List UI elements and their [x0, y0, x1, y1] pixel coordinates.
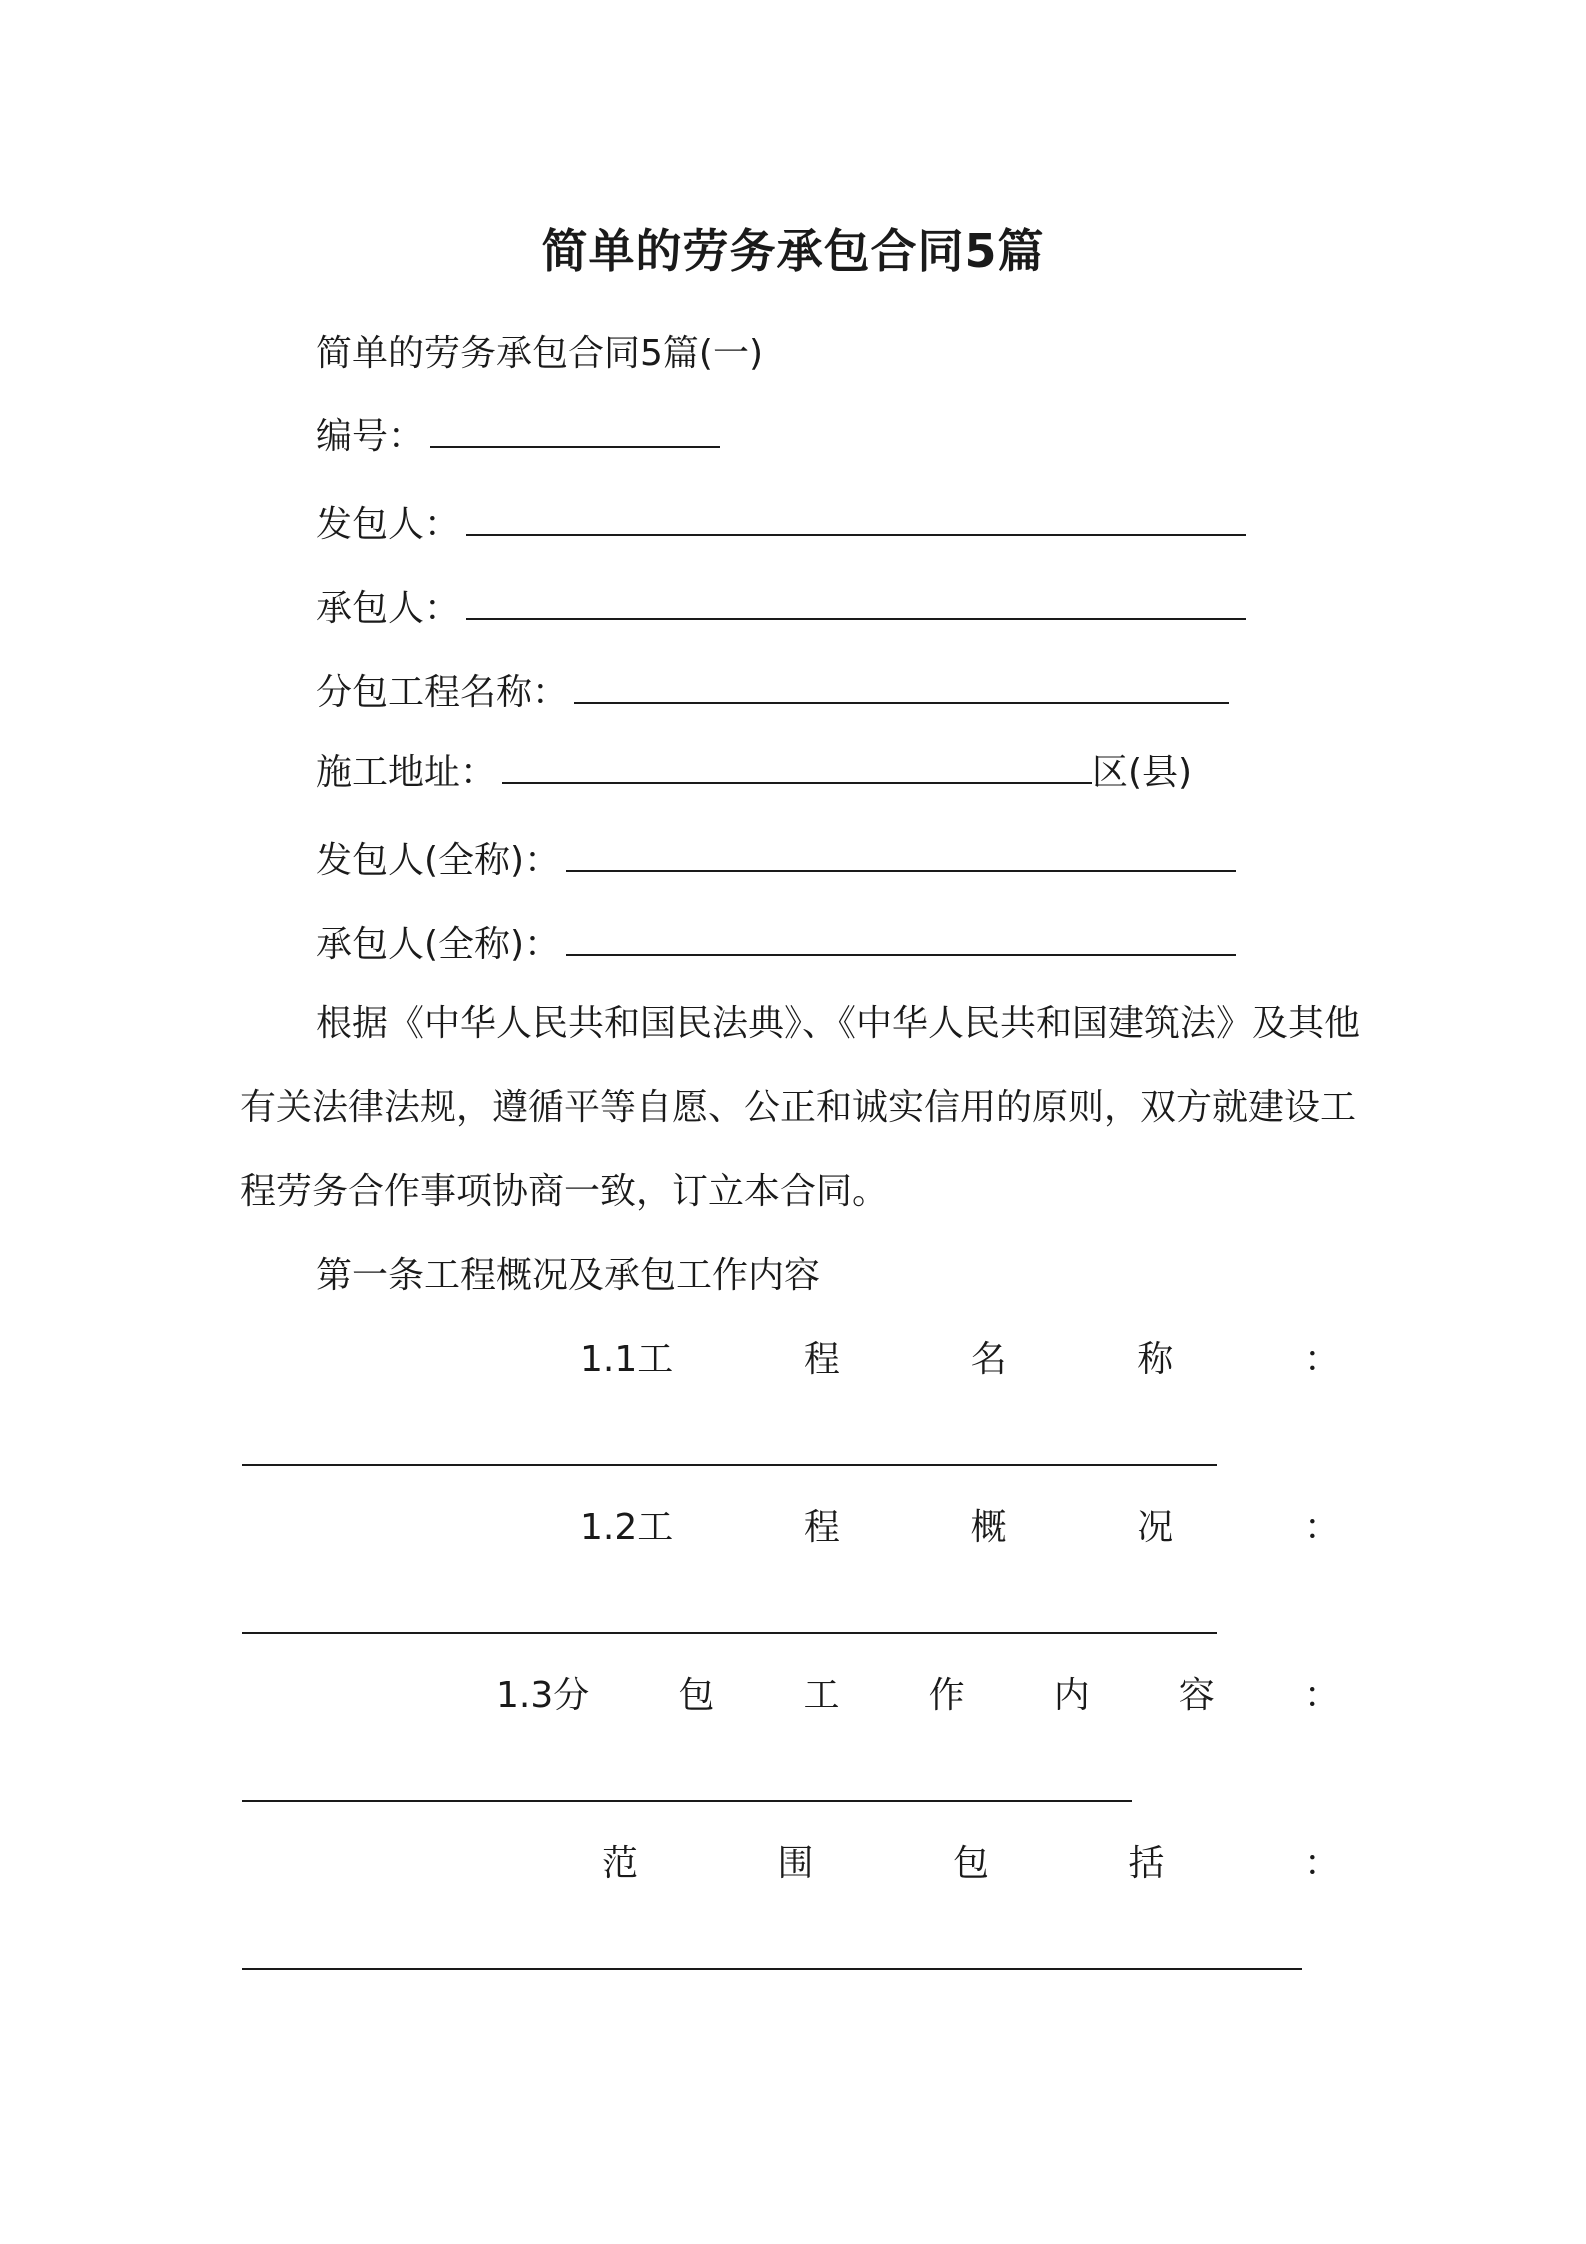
number-label: 编号： — [316, 416, 425, 457]
employer-label: 发包人： — [316, 504, 461, 545]
item-1-2-part: ： — [1303, 1507, 1340, 1548]
item-1-2-part: 概 — [970, 1507, 1007, 1548]
number-field — [316, 412, 720, 461]
address-field — [316, 748, 1192, 797]
project-name-blank — [574, 668, 1229, 704]
contractor-full-blank — [566, 920, 1236, 956]
preamble-paragraph: 根据《中华人民共和国民法典》、《中华人民共和国建筑法》及其他有关法律法规，遵循平等自愿、公正和诚实信用的原则，双方就建设工程劳务合作事项协商一致，订立本合同。 — [240, 1003, 1361, 1212]
item-1-3-part: 作 — [928, 1675, 965, 1716]
contractor-full-field — [316, 920, 1236, 969]
number-blank — [430, 412, 720, 448]
item-1-1-part: 名 — [970, 1339, 1007, 1380]
item-1-2-part: 程 — [803, 1507, 840, 1548]
document-subtitle: 简单的劳务承包合同5篇(一) — [316, 333, 763, 374]
employer-full-label: 发包人(全称)： — [316, 840, 561, 881]
scope-part: 括 — [1128, 1843, 1165, 1884]
item-1-3-part: 包 — [678, 1675, 715, 1716]
contractor-label: 承包人： — [316, 588, 461, 629]
employer-field — [316, 500, 1246, 549]
contractor-blank — [466, 584, 1246, 620]
contractor-field — [316, 584, 1246, 633]
project-name-field — [316, 668, 1229, 717]
address-blank — [502, 748, 1092, 784]
scope-blank — [242, 1968, 1302, 1970]
address-label: 施工地址： — [316, 752, 497, 793]
item-1-3-part: ： — [1303, 1675, 1340, 1716]
item-1-2-part: 况 — [1137, 1507, 1174, 1548]
item-1-1-blank — [242, 1464, 1217, 1466]
contractor-full-label: 承包人(全称)： — [316, 924, 561, 965]
scope-part: ： — [1303, 1843, 1340, 1884]
item-1-1-part: 程 — [803, 1339, 840, 1380]
item-1-1-part: ： — [1303, 1339, 1340, 1380]
project-name-label: 分包工程名称： — [316, 672, 569, 713]
item-1-2-part: 1.2工 — [580, 1507, 674, 1548]
employer-full-field — [316, 836, 1236, 885]
scope-part: 包 — [952, 1843, 989, 1884]
employer-blank — [466, 500, 1246, 536]
scope-part: 范 — [602, 1843, 639, 1884]
item-1-2-row — [580, 1504, 1340, 1552]
item-1-1-part: 称 — [1137, 1339, 1174, 1380]
item-1-3-part: 1.3分 — [496, 1675, 590, 1716]
item-1-2-blank — [242, 1632, 1217, 1634]
item-1-3-part: 容 — [1178, 1675, 1215, 1716]
item-1-3-part: 内 — [1053, 1675, 1090, 1716]
document-title: 简单的劳务承包合同5篇 — [541, 224, 1045, 278]
item-1-3-row — [496, 1672, 1340, 1720]
scope-part: 围 — [777, 1843, 814, 1884]
scope-row — [602, 1840, 1340, 1888]
article-1-heading: 第一条工程概况及承包工作内容 — [316, 1255, 821, 1296]
address-suffix: 区(县) — [1092, 752, 1193, 793]
item-1-3-part: 工 — [803, 1675, 840, 1716]
item-1-1-part: 1.1工 — [580, 1339, 674, 1380]
item-1-1-row — [580, 1336, 1340, 1384]
employer-full-blank — [566, 836, 1236, 872]
item-1-3-blank — [242, 1800, 1132, 1802]
